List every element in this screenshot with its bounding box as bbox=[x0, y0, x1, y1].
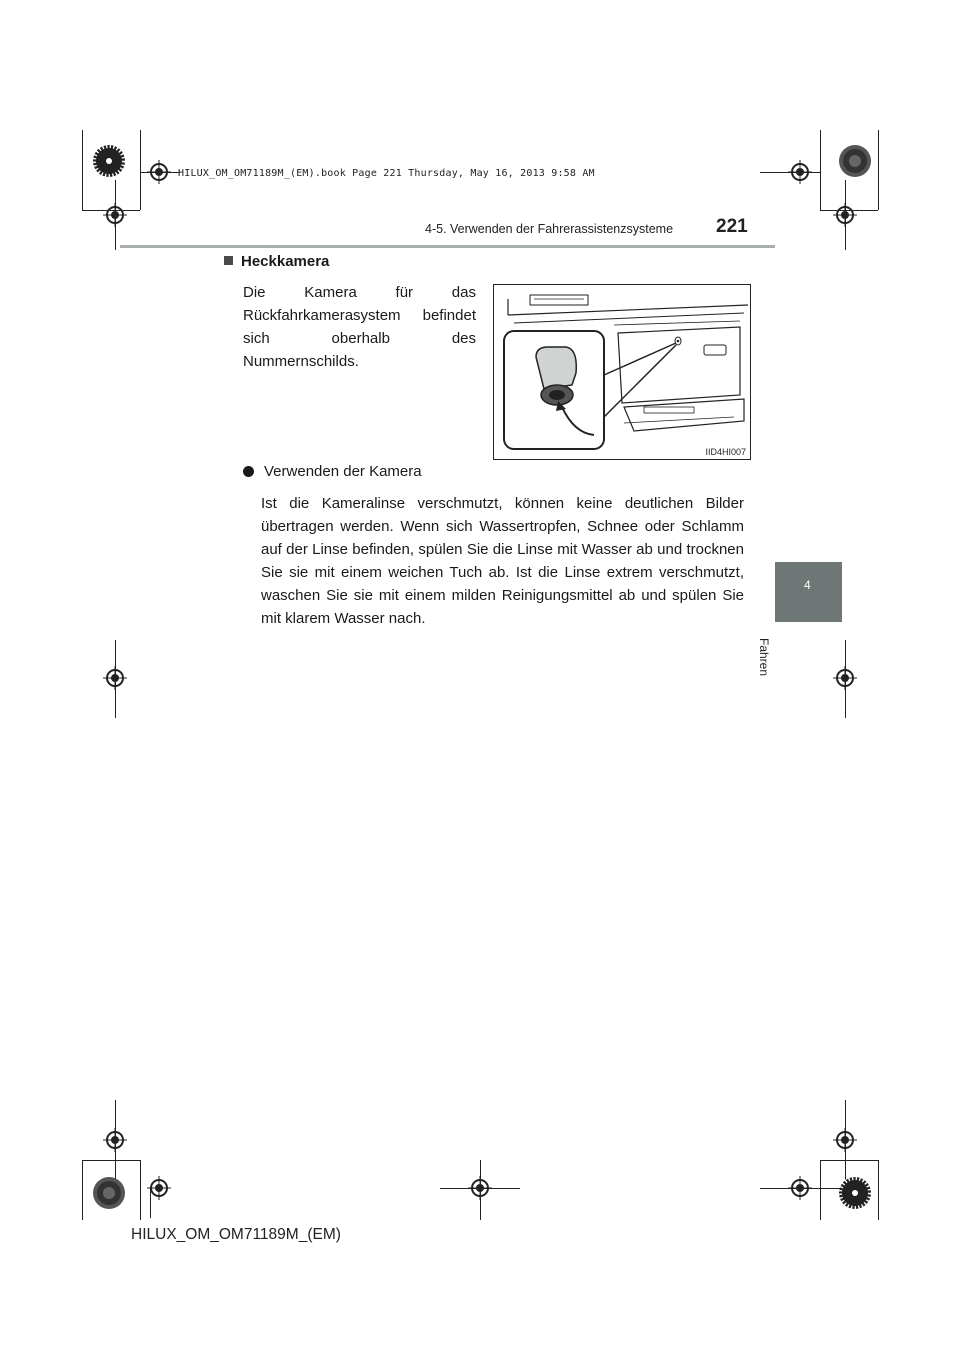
registration-mark-icon bbox=[788, 160, 812, 184]
crop-line bbox=[820, 130, 821, 210]
registration-mark-icon bbox=[833, 1128, 857, 1152]
registration-mark-icon bbox=[147, 1176, 171, 1200]
figure-code: IID4HI007 bbox=[705, 447, 746, 457]
chapter-number: 4 bbox=[804, 578, 811, 592]
crop-line bbox=[82, 130, 83, 210]
registration-mark-icon bbox=[103, 203, 127, 227]
header-rule bbox=[120, 245, 775, 248]
intro-paragraph: Die Kamera für das Rückfahrkamerasystem befindet sich oberhalb des Nummernschilds. bbox=[243, 284, 476, 370]
bullet-square-icon bbox=[224, 256, 233, 265]
registration-mark-icon bbox=[468, 1176, 492, 1200]
bullet-title-text: Verwenden der Kamera bbox=[264, 463, 422, 480]
rosette-mark-icon bbox=[92, 144, 126, 178]
crop-line bbox=[878, 130, 879, 210]
illustration bbox=[493, 284, 751, 460]
registration-mark-icon bbox=[103, 666, 127, 690]
book-stamp: HILUX_OM_OM71189M_(EM).book Page 221 Thursday, May 16, 2013 9:58 AM bbox=[178, 168, 595, 179]
rosette-mark-icon bbox=[838, 144, 872, 178]
section-title: 4-5. Verwenden der Fahrerassistenzsysteme bbox=[425, 222, 674, 236]
page-number: 221 bbox=[716, 216, 748, 237]
registration-mark-icon bbox=[833, 666, 857, 690]
registration-mark-icon bbox=[788, 1176, 812, 1200]
body-paragraph: Ist die Kameralinse verschmutzt, können keine deutlichen Bilder übertragen werden. Wenn sich Wassertropfen, Schnee oder Schlamm auf der Linse befinden, spülen Sie die Linse mit Wasser ab und trocknen Sie sie mit einem weichen Tuch ab. Ist die Linse extrem verschmutzt, waschen Sie sie mit einem milden Reinigungsmittel ab und spülen Sie mit klarem Wasser nach. bbox=[261, 495, 744, 627]
crop-line bbox=[82, 1160, 83, 1220]
footer-doc-code: HILUX_OM_OM71189M_(EM) bbox=[131, 1226, 341, 1243]
rosette-mark-icon bbox=[92, 1176, 126, 1210]
registration-mark-icon bbox=[147, 160, 171, 184]
crop-line bbox=[878, 1160, 879, 1220]
chapter-label: Fahren bbox=[757, 638, 771, 677]
registration-mark-icon bbox=[833, 203, 857, 227]
heading-text: Heckkamera bbox=[241, 253, 330, 270]
bullet-circle-icon bbox=[243, 466, 254, 477]
registration-mark-icon bbox=[103, 1128, 127, 1152]
rear-camera-illustration bbox=[494, 285, 750, 459]
crop-line bbox=[140, 130, 141, 210]
bullet-title bbox=[243, 463, 422, 480]
chapter-tab bbox=[775, 562, 842, 622]
rosette-mark-icon bbox=[838, 1176, 872, 1210]
crop-line bbox=[82, 1160, 140, 1161]
section-heading bbox=[224, 253, 329, 270]
crop-line bbox=[820, 1160, 821, 1220]
crop-line bbox=[140, 1160, 141, 1220]
crop-line bbox=[820, 1160, 878, 1161]
